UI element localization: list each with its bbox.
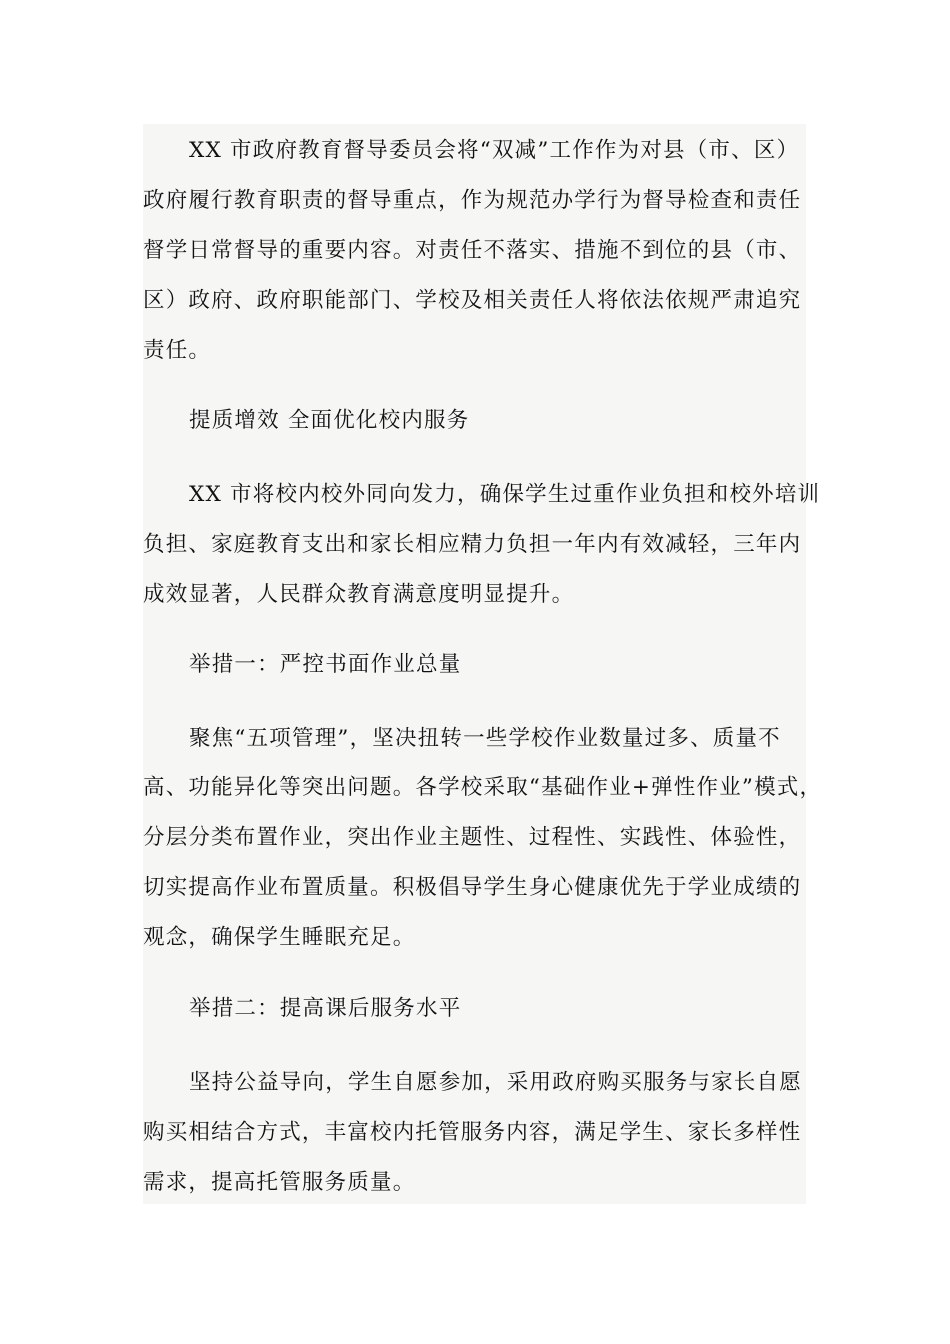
text-line: 需求，提高托管服务质量。 [143,1170,416,1195]
text-line: XX 市政府教育督导委员会将“双减”工作作为对县（市、区） [189,138,800,163]
text-line: 成效显著，人民群众教育满意度明显提升。 [143,582,575,607]
text-line: 观念，确保学生睡眠充足。 [143,925,416,950]
text-line: 切实提高作业布置质量。积极倡导学生身心健康优先于学业成绩的 [143,875,802,900]
text-line: XX 市将校内校外同向发力，确保学生过重作业负担和校外培训 [189,482,821,507]
text-line: 督学日常督导的重要内容。对责任不落实、措施不到位的县（市、 [143,238,802,263]
text-line: 坚持公益导向，学生自愿参加，采用政府购买服务与家长自愿 [189,1070,802,1095]
text-line: 负担、家庭教育支出和家长相应精力负担一年内有效减轻，三年内 [143,532,802,557]
section-heading-quality-efficiency: 提质增效 全面优化校内服务 [189,408,470,433]
text-line: 区）政府、政府职能部门、学校及相关责任人将依法依规严肃追究 [143,288,802,313]
text-line: 政府履行教育职责的督导重点，作为规范办学行为督导检查和责任 [143,188,802,213]
text-line: 聚焦“五项管理”，坚决扭转一些学校作业数量过多、质量不 [189,726,781,751]
measure-heading-after-school-service: 举措二：提高课后服务水平 [189,996,462,1021]
text-line: 责任。 [143,338,212,363]
text-line: 高、功能异化等突出问题。各学校采取“基础作业+弹性作业”模式， [143,775,823,800]
text-line: 分层分类布置作业，突出作业主题性、过程性、实践性、体验性， [143,825,802,850]
document-body [143,124,823,1204]
measure-heading-homework-control: 举措一：严控书面作业总量 [189,652,462,677]
text-line: 购买相结合方式，丰富校内托管服务内容，满足学生、家长多样性 [143,1120,802,1145]
